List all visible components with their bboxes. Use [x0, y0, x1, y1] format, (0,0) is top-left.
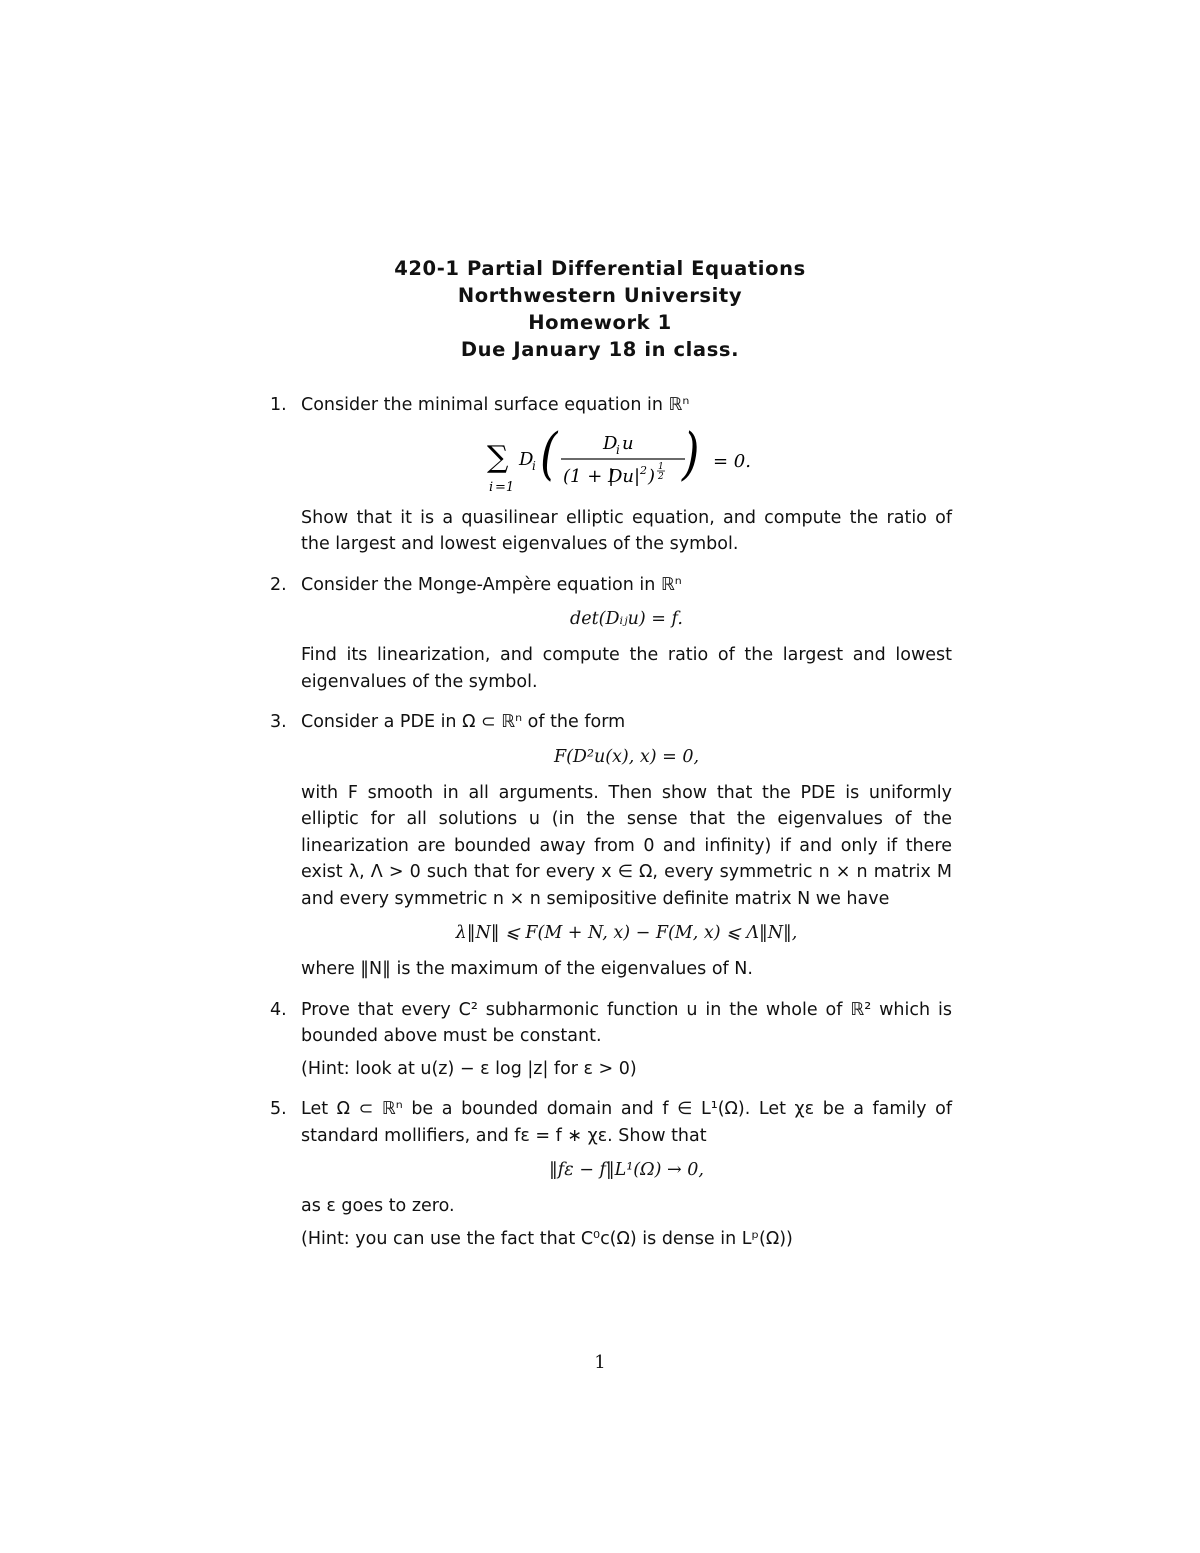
svg-text:i: i [531, 458, 536, 473]
problem-hint: (Hint: you can use the fact that C⁰c(Ω) is dense in Lᵖ(Ω)) [301, 1228, 793, 1249]
problem-number: 5. [270, 1099, 287, 1119]
svg-text:2: 2 [639, 463, 647, 477]
pde-form-equation: F(D²u(x), x) = 0, [553, 746, 700, 767]
problem-5 [270, 1096, 952, 1252]
problem-text: with F smooth in all arguments. Then show that the PDE is uniformly elliptic for all solutions u (in the sense that the eigenvalues of the linearization are bounded away from 0 and infinity) if and only if there exist λ, Λ > 0 such that for every x ∈ Ω, every symmetric n × n matrix M and every symmetric n × n semipositive definite matrix N we have [301, 782, 952, 909]
svg-text:u: u [621, 432, 634, 454]
problem-4 [270, 997, 952, 1083]
problem-intro: Consider the Monge-Ampère equation in ℝⁿ [301, 574, 682, 595]
problem-text: Show that it is a quasilinear elliptic equation, and compute the ratio of the largest and lowest eigenvalues of the symbol. [301, 507, 952, 554]
svg-text:∑: ∑ [486, 439, 508, 475]
document-header [0, 255, 1200, 363]
problem-2 [270, 572, 952, 696]
svg-text:Du: Du [607, 465, 634, 487]
problem-1 [270, 392, 952, 558]
svg-text:): ) [681, 420, 699, 486]
assignment-title: Homework 1 [528, 311, 672, 334]
problem-list [270, 392, 952, 1266]
svg-text:(1 + |: (1 + | [562, 465, 614, 487]
svg-text:D: D [602, 432, 617, 454]
page-number: 1 [594, 1352, 606, 1373]
problem-text: as ε goes to zero. [301, 1196, 455, 1216]
problem-number: 2. [270, 574, 287, 595]
svg-text:|: | [633, 465, 640, 487]
svg-text:= 0.: = 0. [712, 450, 751, 472]
course-title: 420-1 Partial Differential Equations [394, 257, 806, 280]
problem-intro: Prove that every C² subharmonic function u in the whole of ℝ² which is bounded above must be constant. [301, 999, 952, 1046]
svg-text:2: 2 [657, 471, 664, 482]
svg-text:1: 1 [657, 461, 664, 472]
problem-intro: Consider a PDE in Ω ⊂ ℝⁿ of the form [301, 712, 626, 732]
problem-number: 3. [270, 712, 287, 732]
problem-intro: Consider the minimal surface equation in ℝⁿ [301, 395, 690, 415]
problem-hint: (Hint: look at u(z) − ε log |z| for ε > 0) [301, 1058, 637, 1079]
problem-text: Find its linearization, and compute the ratio of the largest and lowest eigenvalues of the symbol. [301, 645, 952, 692]
monge-ampere-equation: det(Dᵢⱼu) = f. [570, 609, 683, 629]
problem-number: 4. [270, 999, 287, 1020]
problem-number: 1. [270, 395, 287, 415]
svg-text:i: i [615, 442, 620, 457]
problem-text-continued: where ‖N‖ is the maximum of the eigenvalues of N. [301, 959, 753, 979]
problem-intro: Let Ω ⊂ ℝⁿ be a bounded domain and f ∈ L¹(Ω). Let χε be a family of standard mollifiers, and fε = f ∗ χε. Show that [301, 1099, 952, 1146]
svg-text:(: ( [539, 420, 557, 486]
svg-text:): ) [647, 465, 655, 487]
problem-3 [270, 709, 952, 983]
svg-text:D: D [518, 448, 533, 470]
svg-text:=1: =1 [494, 479, 514, 495]
minimal-surface-equation [301, 421, 952, 501]
svg-text:i: i [488, 479, 493, 495]
university-name: Northwestern University [457, 284, 743, 307]
mollifier-convergence-equation: ‖fε − f‖L¹(Ω) → 0, [549, 1160, 704, 1180]
equation-graphic [477, 421, 777, 501]
ellipticity-inequality: λ‖N‖ ⩽ F(M + N, x) − F(M, x) ⩽ Λ‖N‖, [455, 923, 798, 943]
due-date: Due January 18 in class. [460, 338, 740, 361]
